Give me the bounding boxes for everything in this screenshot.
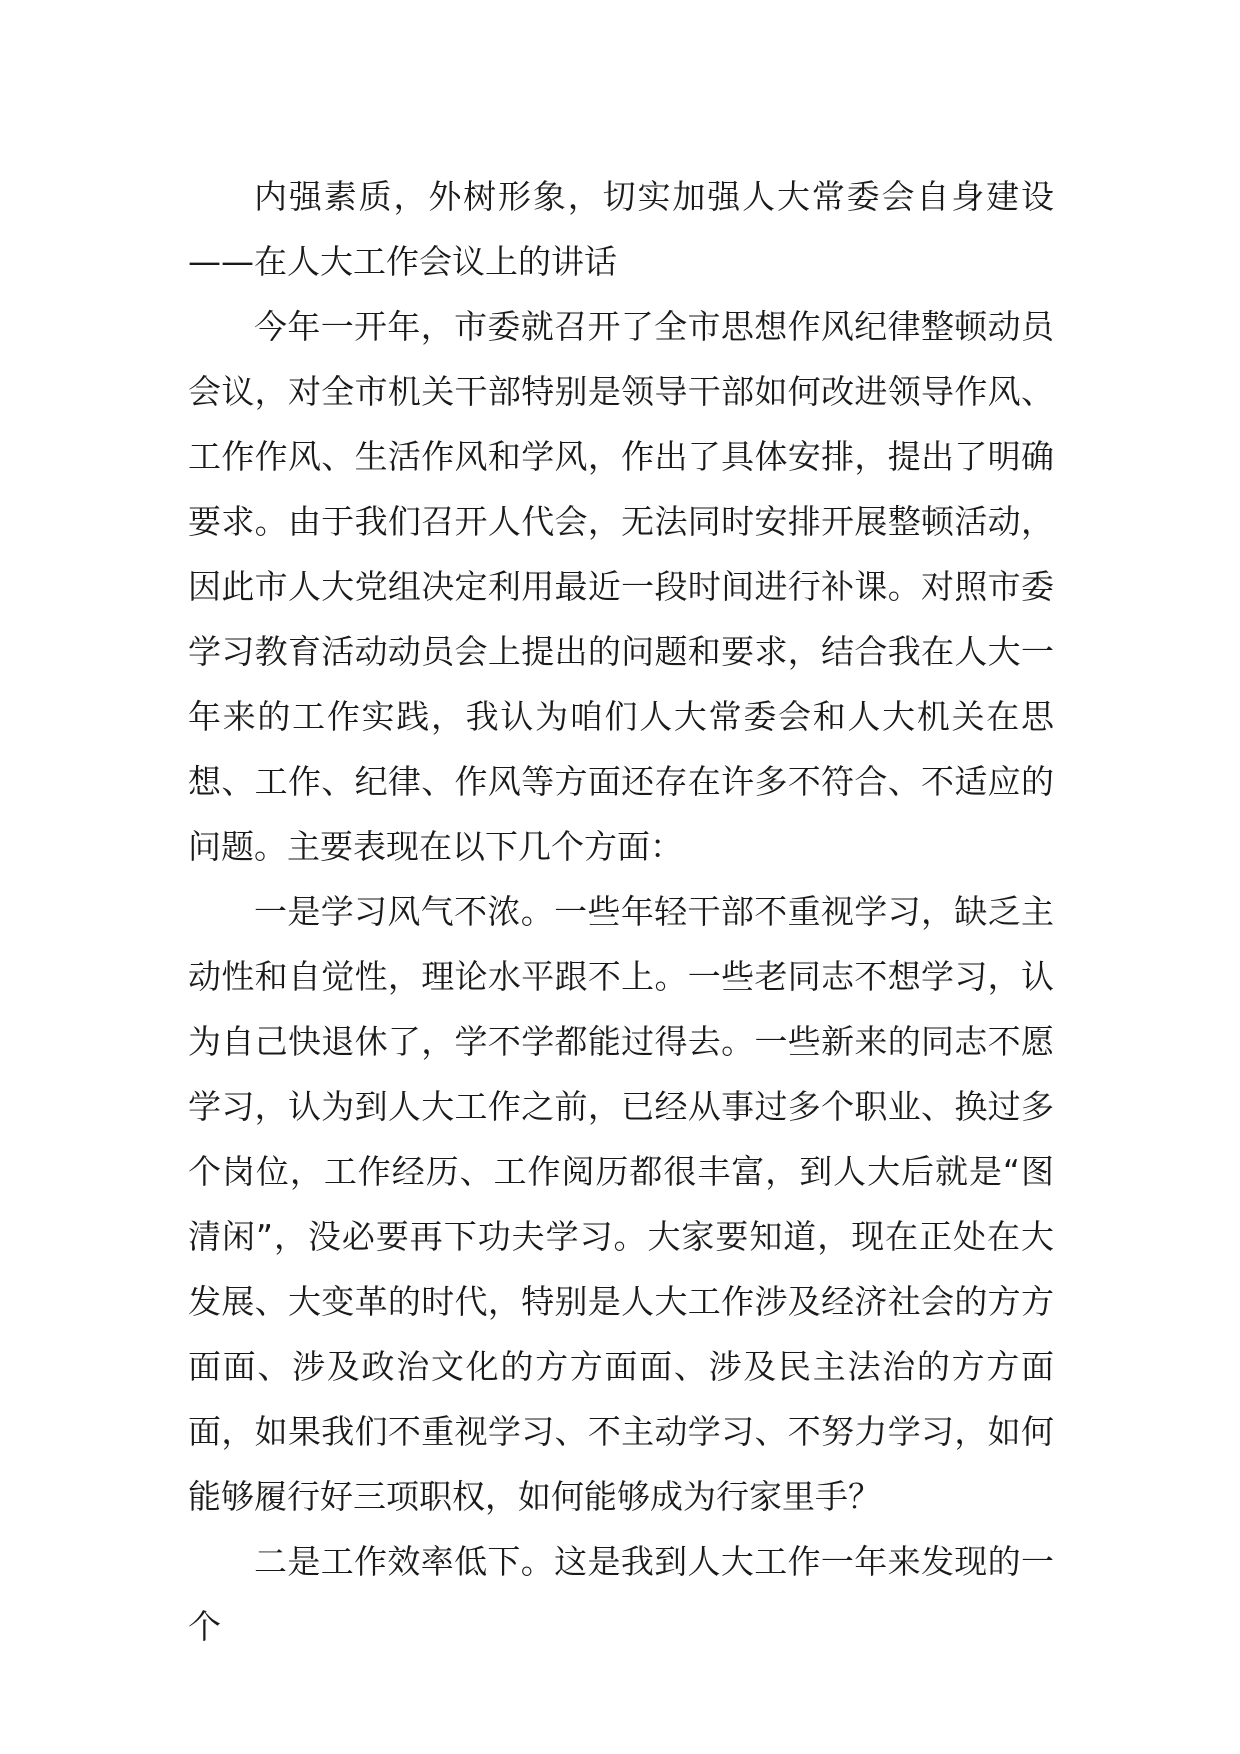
paragraph-point-two: 二是工作效率低下。这是我到人大工作一年来发现的一个 (188, 1542, 1054, 1646)
document-body (188, 164, 1054, 1659)
paragraph-point-one: 一是学习风气不浓。一些年轻干部不重视学习，缺乏主动性和自觉性，理论水平跟不上。一些老同志不想学习，认为自己快退休了，学不学都能过得去。一些新来的同志不愿学习，认为到人大工作之前，已经从事过多个职业、换过多个岗位，工作经历、工作阅历都很丰富，到人大后就是“图清闲”，没必要再下功夫学习。大家要知道，现在正处在大发展、大变革的时代，特别是人大工作涉及经济社会的方方面面、涉及政治文化的方方面面、涉及民主法治的方方面面，如果我们不重视学习、不主动学习、不努力学习，如何能够履行好三项职权，如何能够成为行家里手？ (188, 892, 1054, 1516)
document-title: 内强素质，外树形象，切实加强人大常委会自身建设——在人大工作会议上的讲话 (188, 177, 1054, 281)
paragraph-intro: 今年一开年，市委就召开了全市思想作风纪律整顿动员会议，对全市机关干部特别是领导干部如何改进领导作风、工作作风、生活作风和学风，作出了具体安排，提出了明确要求。由于我们召开人代会，无法同时安排开展整顿活动，因此市人大党组决定利用最近一段时间进行补课。对照市委学习教育活动动员会上提出的问题和要求，结合我在人大一年来的工作实践，我认为咱们人大常委会和人大机关在思想、工作、纪律、作风等方面还存在许多不符合、不适应的问题。主要表现在以下几个方面： (188, 307, 1054, 866)
